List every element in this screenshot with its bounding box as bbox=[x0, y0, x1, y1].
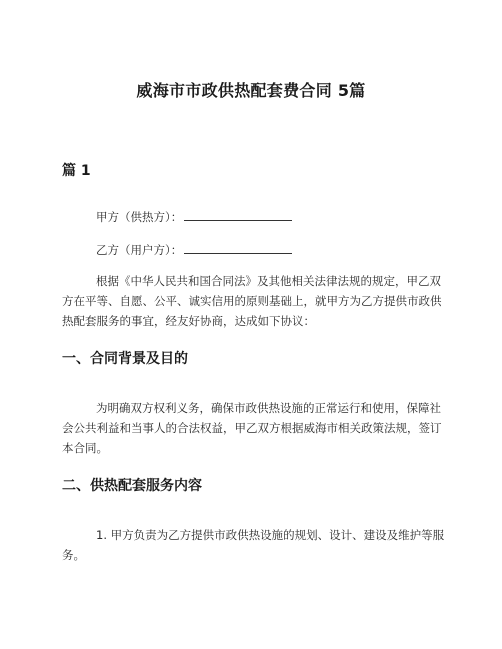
section1-paragraph: 为明确双方权利义务，确保市政供热设施的正常运行和使用，保障社会公共利益和当事人的合法权益，甲乙双方根据威海市相关政策法规，签订本合同。 bbox=[62, 401, 442, 455]
section2-item-1: 1. 甲方负责为乙方提供市政供热设施的规划、设计、建设及维护等服务。 bbox=[62, 528, 445, 562]
party-a-blank bbox=[184, 209, 292, 221]
section2-heading: 二、供热配套服务内容 bbox=[62, 478, 202, 494]
party-b-blank bbox=[184, 242, 292, 254]
party-b-label: 乙方（用户方）： bbox=[96, 243, 183, 257]
party-b-line bbox=[96, 242, 292, 258]
part-heading: 篇 1 bbox=[62, 163, 91, 179]
section1-heading: 一、合同背景及目的 bbox=[62, 351, 188, 367]
intro-paragraph: 根据《中华人民共和国合同法》及其他相关法律法规的规定，甲乙双方在平等、自愿、公平、诚实信用的原则基础上，就甲方为乙方提供市政供热配套服务的事宜，经友好协商，达成如下协议： bbox=[62, 274, 442, 328]
document-title: 威海市市政供热配套费合同 5篇 bbox=[136, 81, 366, 100]
party-a-line bbox=[96, 209, 292, 225]
party-a-label: 甲方（供热方）： bbox=[96, 210, 183, 224]
